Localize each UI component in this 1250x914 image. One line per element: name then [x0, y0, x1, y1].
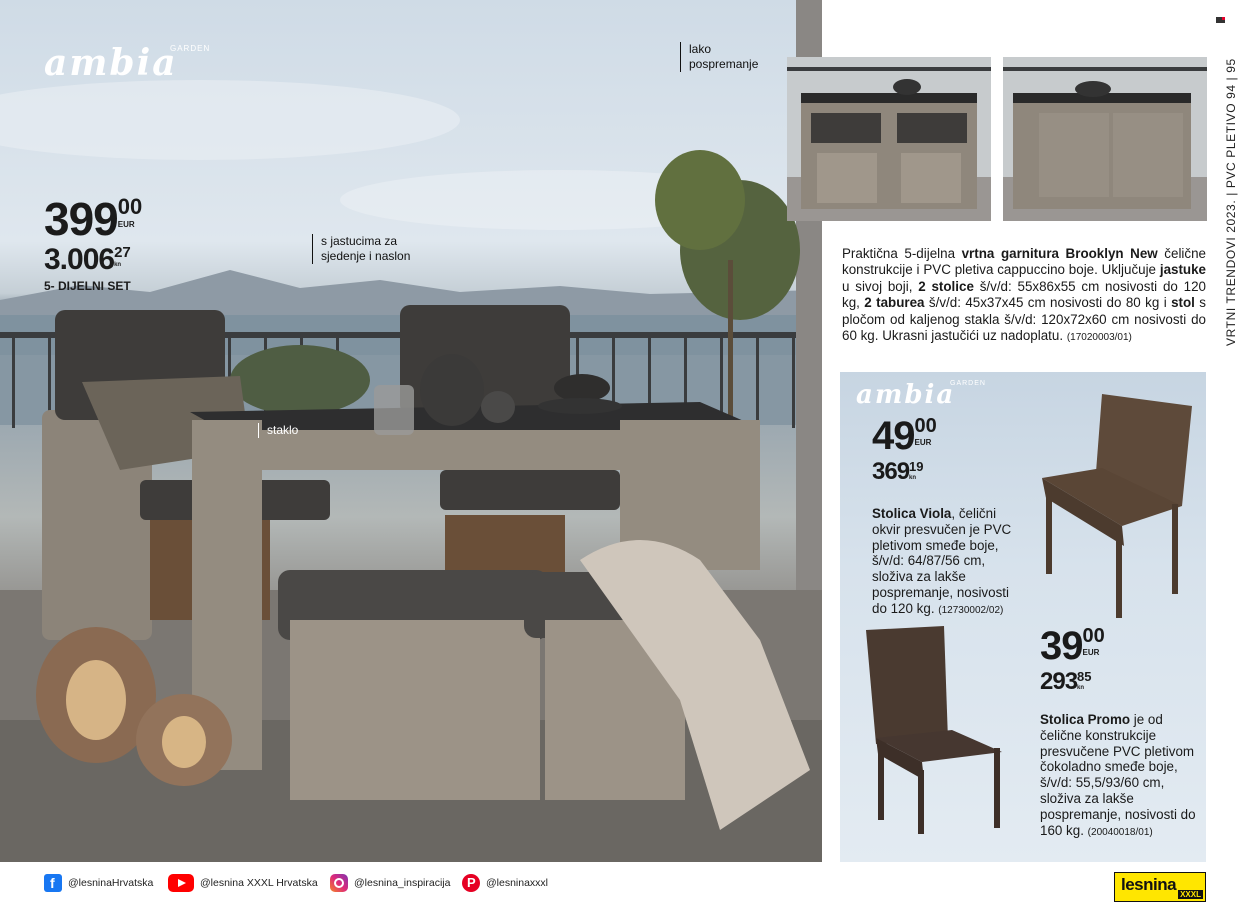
logo-word: lesnina: [1121, 875, 1177, 894]
promo-price-kn-dec: [1077, 670, 1091, 691]
cushions-callout: s jastucima za sjedenje i naslon: [312, 234, 442, 264]
desc-text-5: š/v/d: 45x37x45 cm nosivosti do 80 kg i: [924, 295, 1172, 311]
set-price-kn-cents: 27: [114, 244, 131, 261]
set-label: 5- DIJELNI SET: [44, 279, 131, 293]
panel-brand-logo: [856, 380, 986, 410]
storage-callout-line1: lako: [689, 42, 712, 56]
vertical-header-text: VRTNI TRENDOVI 2023. | PVC PLETIVO 94 | 95: [1224, 58, 1238, 346]
brand-logo: [44, 42, 211, 84]
youtube-handle: @lesnina XXXL Hrvatska: [200, 877, 318, 889]
desc-product-name: vrtna garnitura Brooklyn New: [961, 246, 1158, 261]
social-facebook[interactable]: [44, 874, 153, 892]
set-price-eur-main: 399: [44, 193, 118, 245]
viola-price-kn-dec: [909, 460, 923, 481]
storage-callout-line2: pospremanje: [689, 57, 759, 71]
viola-price-eur-currency: EUR: [914, 438, 932, 447]
promo-text: je od čelične konstrukcije presvučene PVC pletivom čokoladno smeđe boje, š/v/d: 55,5/93/60 cm, složiva za lakše pospremanje, nosivosti do 160 kg.: [1040, 712, 1196, 838]
youtube-icon: [168, 874, 194, 892]
promo-price-eur-currency: EUR: [1082, 648, 1100, 657]
social-instagram[interactable]: [330, 874, 450, 892]
set-description: [842, 246, 1206, 346]
social-youtube[interactable]: [168, 874, 318, 892]
set-price-block: [44, 193, 143, 293]
chairs-panel: [840, 372, 1206, 862]
desc-text-6: s pločom od kaljenog stakla š/v/d: 120x72x60 cm nosivosti do 60 kg. Ukrasni jastučići uz nadoplatu.: [842, 295, 1207, 344]
promo-price-block: [1040, 626, 1105, 694]
viola-text: , čelični okvir presvučen je PVC pletivom smeđe boje, š/v/d: 64/87/56 cm, složiva za lakše pospremanje, nosivosti do 120 kg.: [872, 506, 1012, 616]
instagram-icon: [330, 874, 348, 892]
set-price-eur-currency: EUR: [117, 220, 135, 229]
thumb-stored-open: [787, 57, 991, 221]
promo-code: (20040018/01): [1087, 826, 1153, 838]
set-price-kn-main: 3.006: [44, 243, 115, 276]
facebook-icon: [44, 874, 62, 892]
viola-price-kn-main: 369: [872, 458, 910, 485]
storage-callout: [680, 42, 758, 72]
set-price-kn-currency: kn: [114, 262, 122, 268]
vertical-header: [1212, 12, 1236, 352]
desc-chairs: 2 stolice: [918, 278, 974, 294]
viola-price-block: [872, 416, 937, 484]
viola-price-kn-cents: 19: [909, 459, 924, 474]
promo-price-eur-cents: 00: [1082, 625, 1105, 647]
desc-text-1: Praktična 5-dijelna: [842, 246, 962, 261]
brand-name: ambia: [44, 42, 178, 84]
logo-badge: XXXL: [1180, 890, 1201, 899]
viola-description: [872, 506, 1024, 619]
facebook-handle: @lesninaHrvatska: [68, 877, 154, 889]
pinterest-handle: @lesninaxxxl: [486, 877, 549, 889]
promo-price-kn-main: 293: [1040, 668, 1078, 695]
viola-price-kn-currency: kn: [909, 475, 917, 481]
promo-price-eur-dec: [1083, 626, 1105, 657]
desc-table: stol: [1171, 295, 1195, 311]
promo-description: [1040, 712, 1198, 840]
set-price-eur-cents: 00: [117, 194, 143, 219]
viola-price-eur-main: 49: [872, 414, 915, 458]
instagram-handle: @lesnina_inspiracija: [354, 877, 451, 889]
promo-price-kn-currency: kn: [1077, 685, 1085, 691]
thumb-stored-closed: [1003, 57, 1207, 221]
panel-brand-sub: GARDEN: [950, 380, 986, 387]
desc-cushions: jastuke: [1159, 262, 1206, 278]
set-price-eur-dec: [118, 196, 142, 229]
desc-text-2: čelične konstrukcije i PVC pletiva cappuccino boje. Uključuje: [842, 246, 1206, 278]
desc-text-4: š/v/d: 55x86x55 cm nosivosti do 120 kg,: [842, 278, 1206, 311]
set-price-kn-dec: [114, 245, 131, 268]
promo-price-kn-cents: 85: [1077, 669, 1092, 684]
pinterest-icon: [462, 874, 480, 892]
viola-code: (12730002/02): [938, 604, 1004, 616]
viola-chair-image: [1032, 386, 1202, 618]
viola-price-eur-dec: [915, 416, 937, 447]
viola-price-eur-cents: 00: [914, 415, 937, 437]
desc-text-3: u sivoj boji,: [842, 278, 919, 294]
brand-sub: GARDEN: [170, 44, 211, 53]
desc-code: (17020003/01): [1066, 332, 1132, 344]
promo-chair-image: [852, 620, 1012, 838]
desc-stools: 2 taburea: [864, 295, 925, 311]
panel-brand-name: ambia: [856, 380, 956, 410]
glass-callout: staklo: [258, 423, 298, 438]
viola-name: Stolica Viola: [872, 506, 952, 521]
lesnina-logo[interactable]: [1114, 872, 1206, 902]
promo-name: Stolica Promo: [1040, 712, 1131, 727]
social-pinterest[interactable]: [462, 874, 548, 892]
promo-price-eur-main: 39: [1040, 624, 1083, 668]
